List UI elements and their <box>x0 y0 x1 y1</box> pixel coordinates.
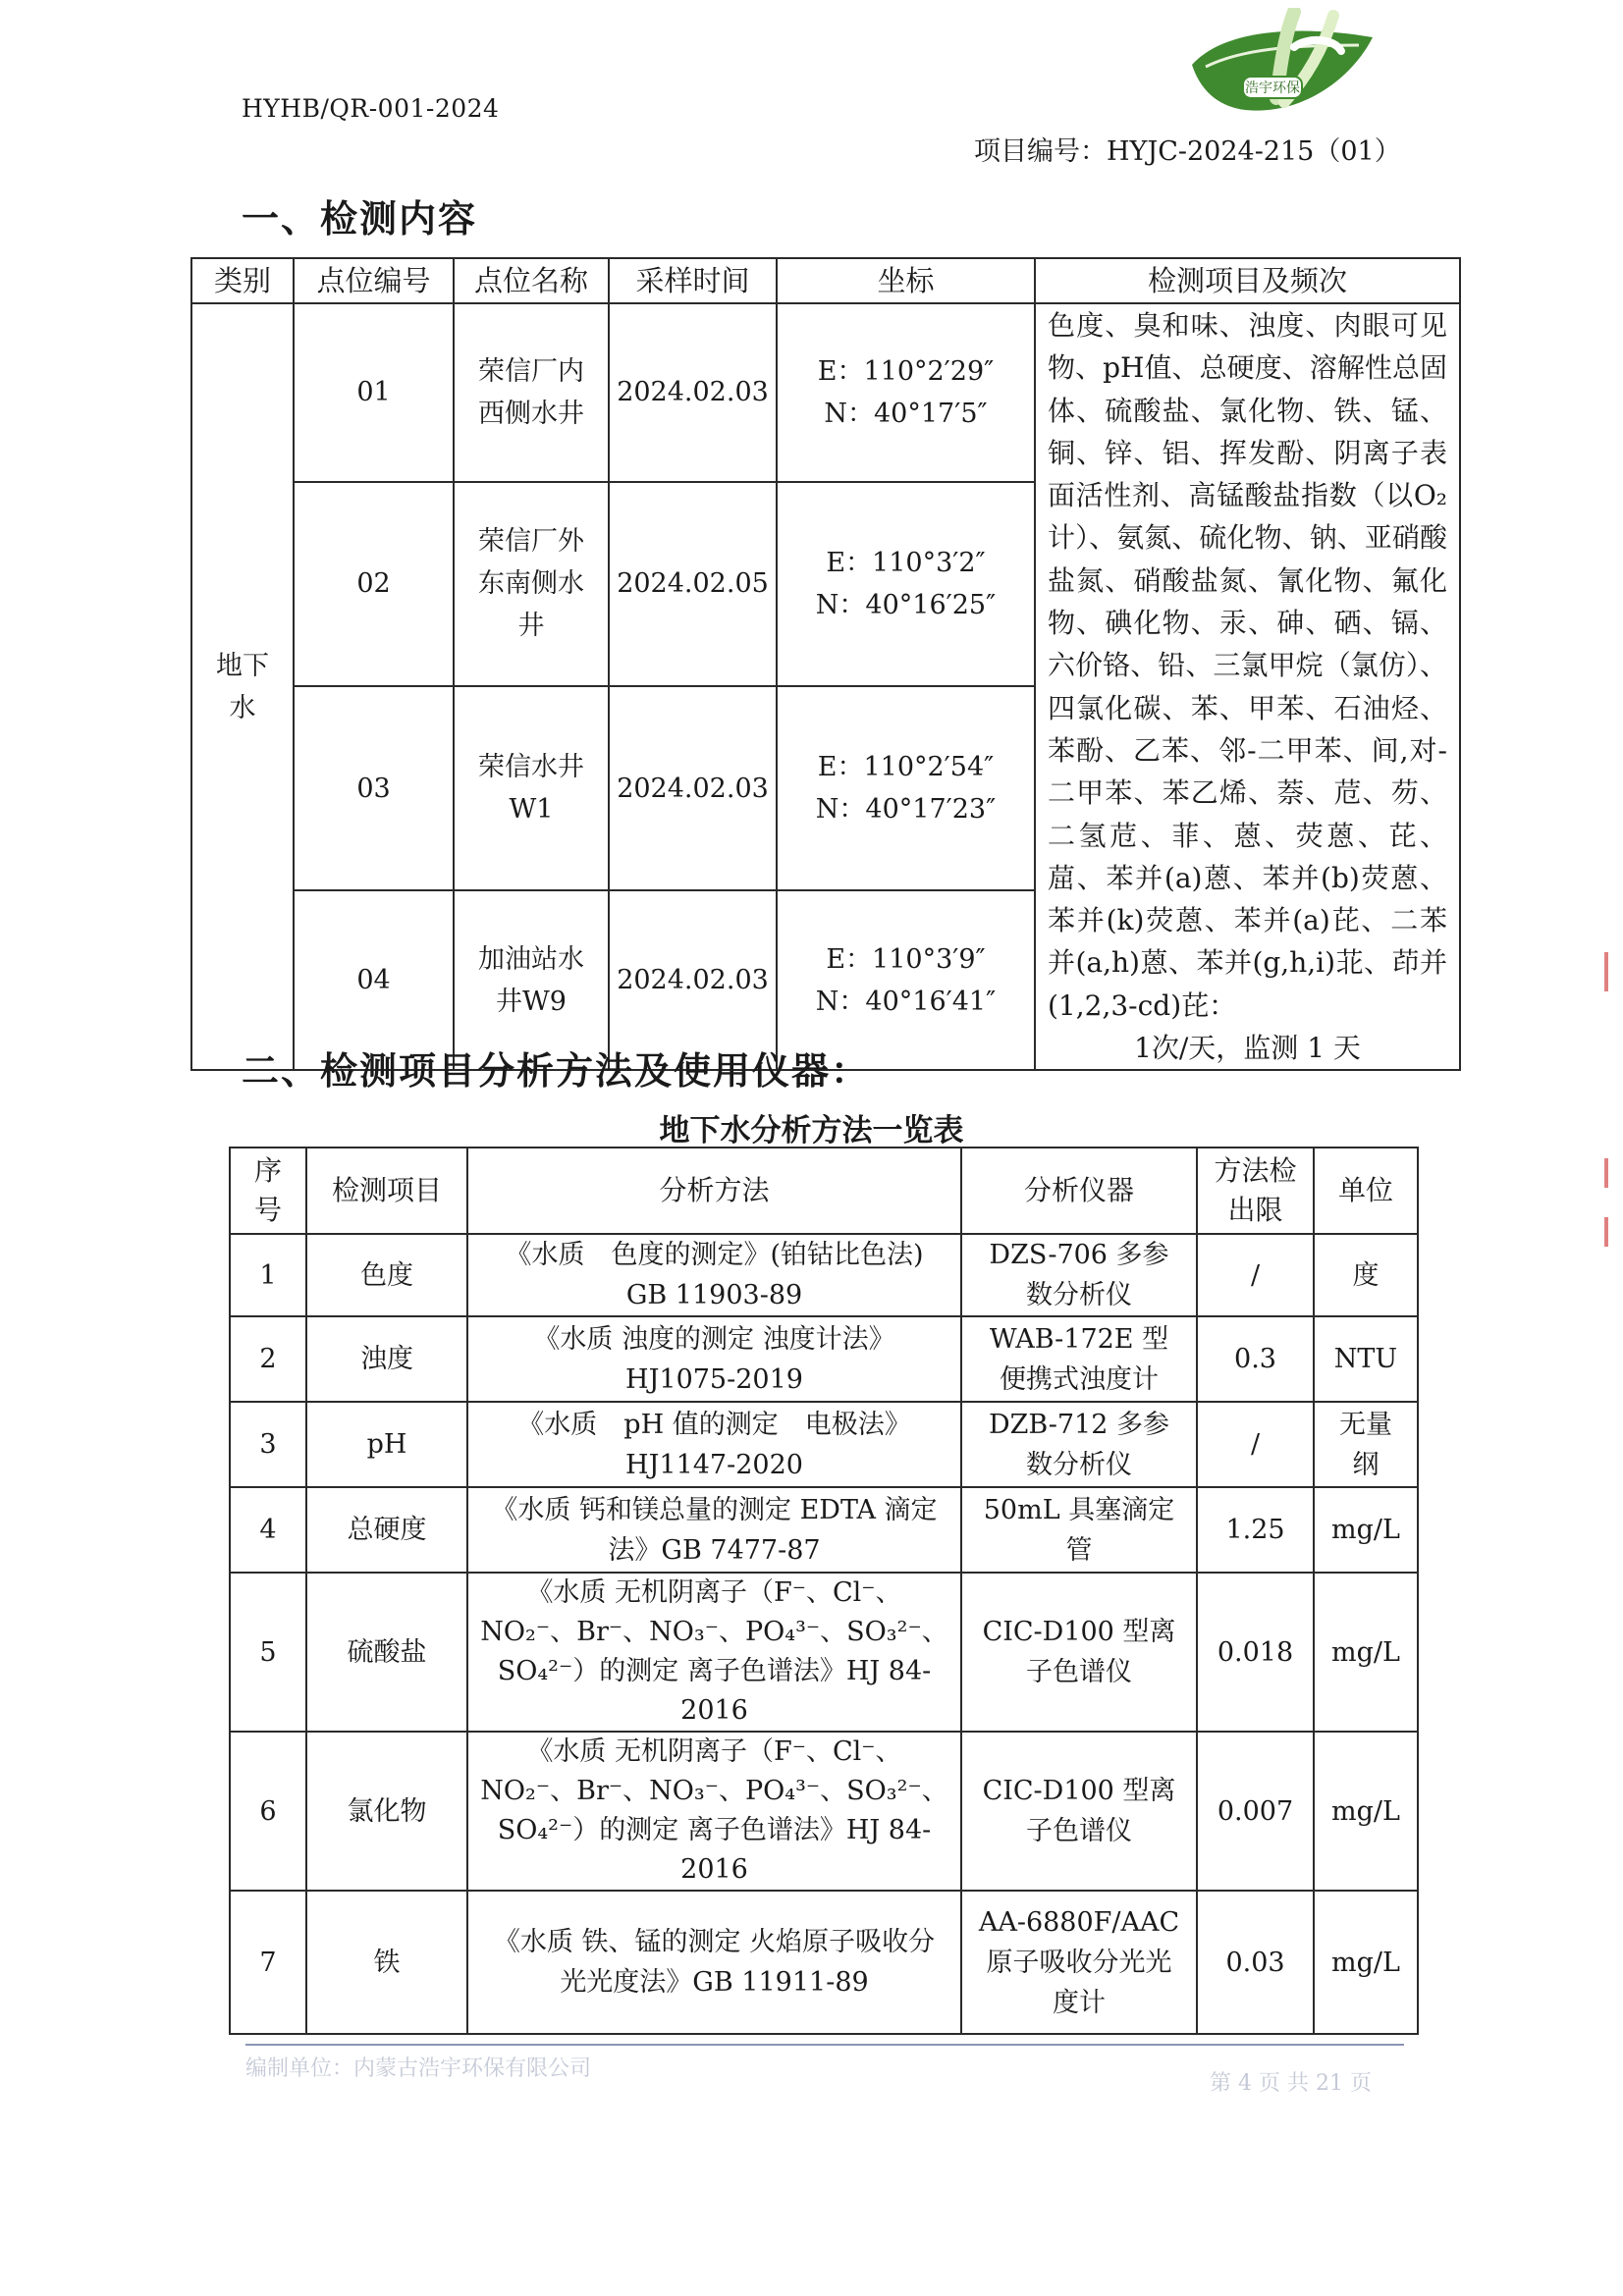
row-instrument: WAB-172E 型便携式浊度计 <box>961 1316 1197 1402</box>
footer-divider <box>245 2044 1404 2046</box>
col-header-limit: 方法检出限 <box>1197 1148 1314 1234</box>
logo-text: 浩宇环保 <box>1245 80 1300 96</box>
row-item: 硫酸盐 <box>306 1573 467 1732</box>
point-name: 加油站水井W9 <box>454 890 609 1070</box>
row-unit: 度 <box>1314 1234 1418 1316</box>
point-name: 荣信厂外东南侧水井 <box>454 482 609 686</box>
row-limit: 0.018 <box>1197 1573 1314 1732</box>
point-id: 01 <box>294 303 454 482</box>
point-id: 03 <box>294 686 454 890</box>
row-item: pH <box>306 1402 467 1487</box>
row-limit: 0.007 <box>1197 1732 1314 1891</box>
footer-organization: 编制单位：内蒙古浩宇环保有限公司 <box>245 2056 592 2081</box>
coord-n: N：40°16′25″ <box>815 589 997 620</box>
document-code: HYHB/QR-001-2024 <box>242 94 500 123</box>
coordinates <box>777 303 1035 482</box>
coord-e: E：110°2′29″ <box>817 355 995 387</box>
coordinates <box>777 482 1035 686</box>
row-method: 《水质 无机阴离子（F⁻、Cl⁻、NO₂⁻、Br⁻、NO₃⁻、PO₄³⁻、SO₃²⁻、SO₄²⁻）的测定 离子色谱法》HJ 84-2016 <box>467 1732 961 1891</box>
coordinates <box>777 686 1035 890</box>
row-instrument: CIC-D100 型离子色谱仪 <box>961 1732 1197 1891</box>
row-limit: 1.25 <box>1197 1487 1314 1573</box>
col-header-instrument: 分析仪器 <box>961 1148 1197 1234</box>
col-header-item: 检测项目 <box>306 1148 467 1234</box>
row-unit: mg/L <box>1314 1487 1418 1573</box>
col-header-point-id: 点位编号 <box>294 258 454 303</box>
row-item: 色度 <box>306 1234 467 1316</box>
table2-caption: 地下水分析方法一览表 <box>659 1113 964 1148</box>
table-row <box>230 1891 1418 2034</box>
coord-n: N：40°16′41″ <box>815 986 997 1017</box>
items-text: 色度、臭和味、浊度、肉眼可见物、pH值、总硬度、溶解性总固体、硫酸盐、氯化物、铁、锰、铜、锌、铝、挥发酚、阴离子表面活性剂、高锰酸盐指数（以O₂计）、氨氮、硫化物、钠、亚硝酸盐氮、硝酸盐氮、氰化物、氟化物、碘化物、汞、砷、硒、镉、六价铬、铅、三氯甲烷（氯仿）、四氯化碳、苯、甲苯、石油烃、苯酚、乙苯、邻-二甲苯、间,对-二甲苯、苯乙烯、萘、苊、芴、二氢苊、菲、蒽、荧蒽、芘、䓛、苯并(a)蒽、苯并(b)荧蒽、苯并(k)荧蒽、苯并(a)芘、二苯并(a,h)蒽、苯并(g,h,i)苝、茚并(1,2,3-cd)芘： <box>1048 309 1447 1022</box>
table-row <box>230 1487 1418 1573</box>
row-unit: mg/L <box>1314 1573 1418 1732</box>
row-limit: / <box>1197 1234 1314 1316</box>
scan-mark <box>1604 952 1608 991</box>
sampling-date: 2024.02.03 <box>609 686 777 890</box>
row-no: 7 <box>230 1891 306 2034</box>
scan-mark <box>1604 1217 1608 1247</box>
table-row <box>230 1402 1418 1487</box>
sampling-date: 2024.02.05 <box>609 482 777 686</box>
monitoring-content-table <box>190 257 1461 1071</box>
col-header-unit: 单位 <box>1314 1148 1418 1234</box>
coord-e: E：110°3′9″ <box>826 943 986 975</box>
table-row <box>191 303 1460 482</box>
row-item: 总硬度 <box>306 1487 467 1573</box>
analysis-method-table <box>229 1147 1419 2035</box>
row-no: 1 <box>230 1234 306 1316</box>
scan-mark <box>1604 1158 1608 1188</box>
table-row <box>230 1316 1418 1402</box>
section1-title: 一、检测内容 <box>242 196 478 240</box>
table-header-row <box>191 258 1460 303</box>
row-method: 《水质 色度的测定》(铂钴比色法) GB 11903-89 <box>467 1234 961 1316</box>
sampling-date: 2024.02.03 <box>609 303 777 482</box>
row-method: 《水质 钙和镁总量的测定 EDTA 滴定法》GB 7477-87 <box>467 1487 961 1573</box>
row-instrument: DZB-712 多参数分析仪 <box>961 1402 1197 1487</box>
leaf-logo-icon <box>1186 8 1396 130</box>
col-header-category: 类别 <box>191 258 294 303</box>
project-number: 项目编号：HYJC-2024-215（01） <box>974 136 1401 167</box>
row-instrument: AA-6880F/AAC 原子吸收分光光度计 <box>961 1891 1197 2034</box>
row-no: 3 <box>230 1402 306 1487</box>
col-header-point-name: 点位名称 <box>454 258 609 303</box>
point-id: 02 <box>294 482 454 686</box>
coord-n: N：40°17′5″ <box>824 398 988 429</box>
point-name: 荣信厂内西侧水井 <box>454 303 609 482</box>
row-item: 铁 <box>306 1891 467 2034</box>
row-method: 《水质 浊度的测定 浊度计法》HJ1075-2019 <box>467 1316 961 1402</box>
point-id: 04 <box>294 890 454 1070</box>
row-unit: mg/L <box>1314 1891 1418 2034</box>
row-no: 2 <box>230 1316 306 1402</box>
row-method: 《水质 无机阴离子（F⁻、Cl⁻、NO₂⁻、Br⁻、NO₃⁻、PO₄³⁻、SO₃²⁻、SO₄²⁻）的测定 离子色谱法》HJ 84-2016 <box>467 1573 961 1732</box>
row-instrument: 50mL 具塞滴定管 <box>961 1487 1197 1573</box>
category-cell: 地下水 <box>191 303 294 1070</box>
sampling-date: 2024.02.03 <box>609 890 777 1070</box>
col-header-items: 检测项目及频次 <box>1035 258 1460 303</box>
frequency-text: 1次/天，监测 1 天 <box>1134 1032 1361 1065</box>
row-unit: NTU <box>1314 1316 1418 1402</box>
row-no: 5 <box>230 1573 306 1732</box>
coord-e: E：110°3′2″ <box>826 547 986 578</box>
coord-e: E：110°2′54″ <box>817 752 995 783</box>
row-limit: / <box>1197 1402 1314 1487</box>
footer-page-number: 第 4 页 共 21 页 <box>1210 2071 1372 2096</box>
row-instrument: DZS-706 多参数分析仪 <box>961 1234 1197 1316</box>
row-limit: 0.03 <box>1197 1891 1314 2034</box>
row-instrument: CIC-D100 型离子色谱仪 <box>961 1573 1197 1732</box>
col-header-sampling-time: 采样时间 <box>609 258 777 303</box>
row-item: 氯化物 <box>306 1732 467 1891</box>
row-item: 浊度 <box>306 1316 467 1402</box>
row-unit: mg/L <box>1314 1732 1418 1891</box>
items-cell <box>1035 303 1460 1070</box>
coord-n: N：40°17′23″ <box>815 794 997 826</box>
company-logo <box>1186 8 1396 130</box>
col-header-coordinates: 坐标 <box>777 258 1035 303</box>
col-header-method: 分析方法 <box>467 1148 961 1234</box>
row-unit: 无量纲 <box>1314 1402 1418 1487</box>
row-method: 《水质 pH 值的测定 电极法》HJ1147-2020 <box>467 1402 961 1487</box>
row-limit: 0.3 <box>1197 1316 1314 1402</box>
section2-title: 二、检测项目分析方法及使用仪器： <box>242 1048 871 1093</box>
row-no: 4 <box>230 1487 306 1573</box>
row-no: 6 <box>230 1732 306 1891</box>
row-method: 《水质 铁、锰的测定 火焰原子吸收分光光度法》GB 11911-89 <box>467 1891 961 2034</box>
table-row <box>230 1234 1418 1316</box>
table-header-row <box>230 1148 1418 1234</box>
table-row <box>230 1573 1418 1732</box>
point-name: 荣信水井W1 <box>454 686 609 890</box>
table-row <box>230 1732 1418 1891</box>
col-header-no: 序号 <box>230 1148 306 1234</box>
